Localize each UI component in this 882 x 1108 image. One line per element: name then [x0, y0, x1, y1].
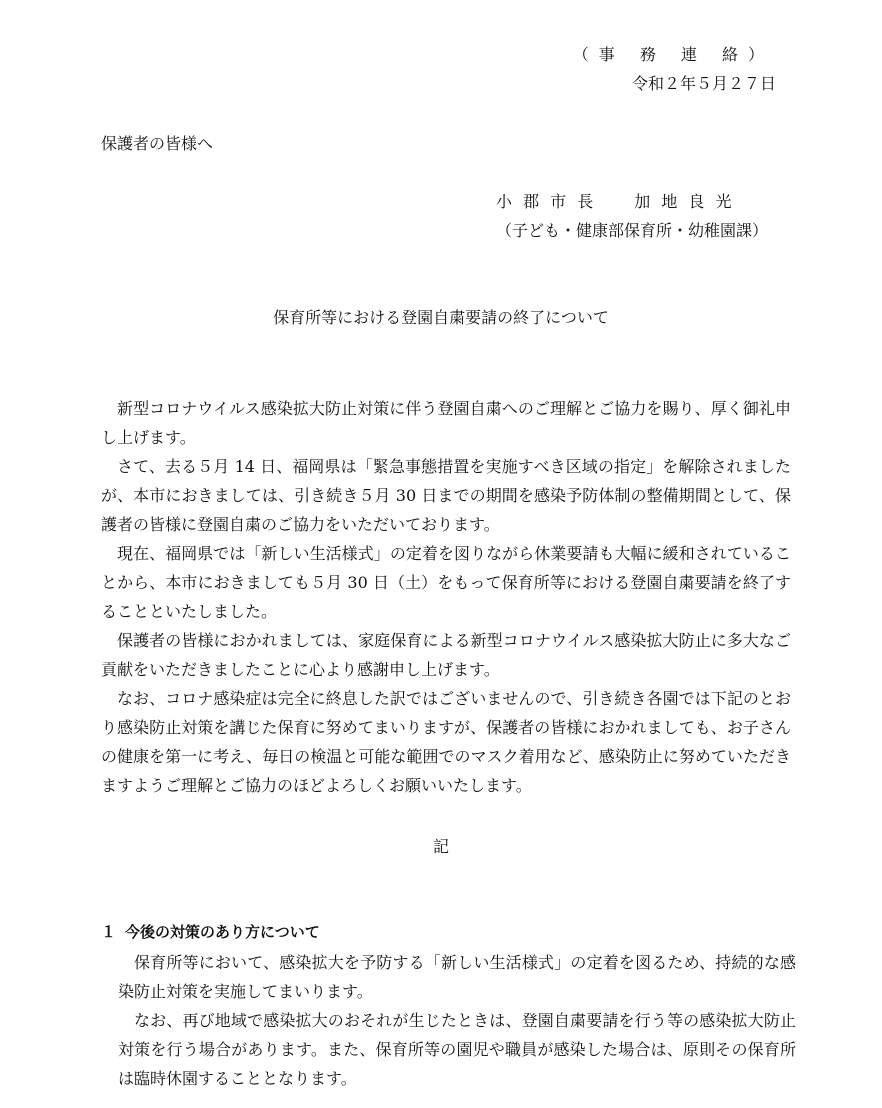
body-paragraph: 現在、福岡県では「新しい生活様式」の定着を図りながら休業要請も大幅に緩和されていることから、本市におきましても５月 30 日（土）をもって保育所等における登園自粛要請を終了することといたしました。 — [101, 544, 791, 621]
body-paragraph: なお、コロナ感染症は完全に終息した訳ではございませんので、引き続き各園では下記のとおり感染防止対策を講じた保育に努めてまいりますが、保護者の皆様におかれましても、お子さんの健康を第一に考え、毎日の検温と可能な範囲でのマスク着用など、感染防止に努めていただきますようご理解とご協力のほどよろしくお願いいたします。 — [101, 689, 791, 795]
section-paragraph: 保育所等において、感染拡大を予防する「新しい生活様式」の定着を図るため、持続的な感染防止対策を実施してまいります。 — [118, 953, 796, 1001]
document-title: 保育所等における登園自粛要請の終了について — [273, 308, 609, 327]
body-paragraph: 保護者の皆様におかれましては、家庭保育による新型コロナウイルス感染拡大防止に多大なご貢献をいただきましたことに心より感謝申し上げます。 — [101, 631, 791, 679]
section-heading — [101, 921, 320, 942]
sender-name: 小 郡 市 長 加 地 良 光 — [496, 192, 735, 211]
body-paragraph: さて、去る５月 14 日、福岡県は「緊急事態措置を実施すべき区域の指定」を解除されましたが、本市におきましては、引き続き５月 30 日までの期間を感染予防体制の整備期間として、保護者の皆様に登園自粛のご協力をいただいております。 — [101, 457, 791, 534]
section-paragraph: なお、再び地域で感染拡大のおそれが生じたときは、登園自粛要請を行う等の感染拡大防止対策を行う場合があります。また、保育所等の園児や職員が感染した場合は、原則その保育所は臨時休園することとなります。 — [118, 1011, 796, 1088]
section-body — [118, 948, 796, 1093]
document-date: 令和２年５月２７日 — [631, 74, 776, 93]
body-paragraph: 新型コロナウイルス感染拡大防止対策に伴う登園自粛へのご理解とご協力を賜り、厚く御礼申し上げます。 — [101, 399, 791, 447]
section-number: １ — [101, 923, 117, 941]
ki-marker: 記 — [432, 837, 449, 856]
section-heading-text: 今後の対策のあり方について — [125, 923, 320, 941]
document-body — [101, 394, 791, 800]
addressee: 保護者の皆様へ — [101, 134, 214, 153]
notice-type: （事 務 連 絡） — [572, 45, 774, 64]
sender-department: （子ども・健康部保育所・幼稚園課） — [496, 221, 769, 240]
